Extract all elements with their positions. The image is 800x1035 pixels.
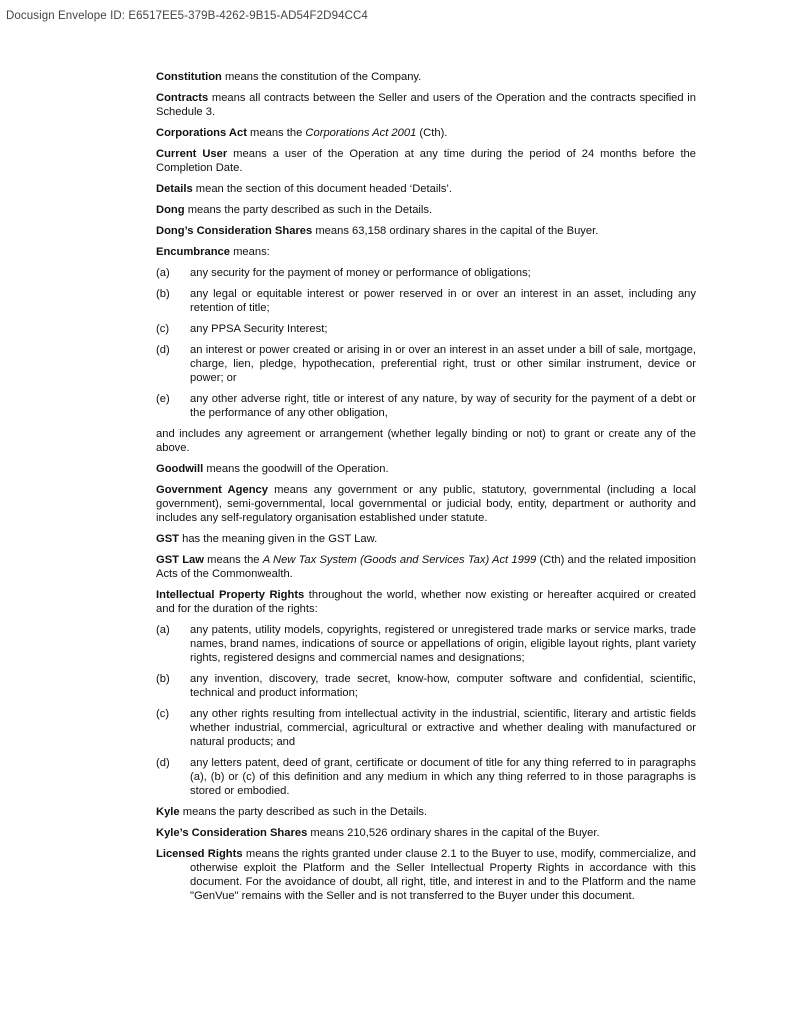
item-label: (a) <box>156 267 170 279</box>
definition-text: means the party described as such in the Details. <box>179 806 428 818</box>
term: GST Law <box>156 554 204 566</box>
item-text: any legal or equitable interest or power reserved in or over an interest in an asset, including any retention of title; <box>190 288 696 314</box>
item-label: (a) <box>156 624 170 636</box>
item-text: any letters patent, deed of grant, certificate or document of title for any thing referred to in paragraphs (a), (b) or (c) of this definition and any medium in which any thing referred to in those paragraphs is stored or embodied. <box>190 757 696 797</box>
list-item <box>156 392 696 420</box>
item-label: (d) <box>156 344 170 356</box>
term: Details <box>156 183 193 195</box>
definition-text: means: <box>230 246 270 258</box>
term: Current User <box>156 148 228 160</box>
definition-gst <box>156 532 696 546</box>
definition-goodwill <box>156 462 696 476</box>
term: Dong <box>156 204 185 216</box>
definition-text: means the constitution of the Company. <box>221 71 422 83</box>
item-label: (c) <box>156 708 170 720</box>
definition-text: means a user of the Operation at any time during the period of 24 months before the Completion Date. <box>156 148 696 174</box>
definition-text: means the rights granted under clause 2.1 to the Buyer to use, modify, commercialize, and otherwise exploit the Platform and the Seller Intellectual Property Rights in accordance with this document. For the avoidance of doubt, all right, title, and interest in and to the Platform and the name "GenVue" remains with the Seller and is not transferred to the Buyer under this document. <box>190 848 696 902</box>
definition-dong-consideration-shares <box>156 224 696 238</box>
definition-government-agency <box>156 483 696 525</box>
definition-text: means any government or any public, statutory, governmental (including a local government), semi-governmental, local governmental or judicial body, entity, department or authority and includes any self-regulatory organisation established under statute. <box>156 484 696 524</box>
definition-text: has the meaning given in the GST Law. <box>179 533 378 545</box>
list-item <box>156 287 696 315</box>
definition-text: means 210,526 ordinary shares in the capital of the Buyer. <box>307 827 600 839</box>
definition-text: means the <box>203 554 263 566</box>
list-item <box>156 343 696 385</box>
item-text: any patents, utility models, copyrights, registered or unregistered trade marks or service marks, trade names, brand names, indications of source or appellations of origin, eligible layout rights, plant variety rights, registered designs and commercial names and designations; <box>190 624 696 664</box>
item-text: any security for the payment of money or performance of obligations; <box>190 267 531 279</box>
term: Licensed Rights <box>156 848 243 860</box>
definition-text: means the <box>246 127 306 139</box>
item-text: any invention, discovery, trade secret, know-how, computer software and confidential, scientific, technical and product information; <box>190 673 696 699</box>
item-text: any other rights resulting from intellectual activity in the industrial, scientific, literary and artistic fields whether industrial, commercial, agricultural or extractive and whether dealing with manufactured or natural products; and <box>190 708 696 748</box>
term: Contracts <box>156 92 209 104</box>
item-label: (b) <box>156 673 170 685</box>
definition-current-user <box>156 147 696 175</box>
list-item <box>156 756 696 798</box>
definition-text: means all contracts between the Seller and users of the Operation and the contracts specified in Schedule 3. <box>156 92 696 118</box>
item-label: (e) <box>156 393 170 405</box>
term: Corporations Act <box>156 127 247 139</box>
act-title: Corporations Act 2001 <box>305 127 417 139</box>
list-item <box>156 707 696 749</box>
definition-gst-law <box>156 553 696 581</box>
list-item <box>156 672 696 700</box>
item-text: any other adverse right, title or interest of any nature, by way of security for the payment of a debt or the performance of any other obligation, <box>190 393 696 419</box>
definition-intellectual-property-rights <box>156 588 696 616</box>
term: Dong’s Consideration Shares <box>156 225 313 237</box>
item-label: (b) <box>156 288 170 300</box>
definition-contracts <box>156 91 696 119</box>
item-text: any PPSA Security Interest; <box>190 323 328 335</box>
definition-text: means the goodwill of the Operation. <box>203 463 389 475</box>
definition-text: means 63,158 ordinary shares in the capital of the Buyer. <box>312 225 599 237</box>
definitions-section <box>156 70 696 910</box>
item-label: (c) <box>156 323 170 335</box>
term: Intellectual Property Rights <box>156 589 305 601</box>
definition-details <box>156 182 696 196</box>
term: Encumbrance <box>156 246 230 258</box>
definition-kyle-consideration-shares <box>156 826 696 840</box>
term: Kyle <box>156 806 180 818</box>
definition-corporations-act <box>156 126 696 140</box>
item-text: an interest or power created or arising in or over an interest in an asset under a bill of sale, mortgage, charge, lien, pledge, hypothecation, preferential right, trust or other similar instrument, device or power; or <box>190 344 696 384</box>
act-title: A New Tax System (Goods and Services Tax) Act 1999 <box>262 554 537 566</box>
definition-text: (Cth) and the related imposition Acts of the Commonwealth. <box>156 554 696 580</box>
envelope-id: Docusign Envelope ID: E6517EE5-379B-4262-9B15-AD54F2D94CC4 <box>6 10 368 22</box>
encumbrance-closing: and includes any agreement or arrangement (whether legally binding or not) to grant or create any of the above. <box>156 428 696 454</box>
definition-text: mean the section of this document headed ‘Details’. <box>192 183 453 195</box>
definition-constitution <box>156 70 696 84</box>
term: Goodwill <box>156 463 204 475</box>
term: Kyle’s Consideration Shares <box>156 827 308 839</box>
term: Government Agency <box>156 484 268 496</box>
item-label: (d) <box>156 757 170 769</box>
list-item <box>156 322 696 336</box>
definition-dong <box>156 203 696 217</box>
list-item <box>156 623 696 665</box>
definition-licensed-rights <box>156 847 696 903</box>
term: GST <box>156 533 179 545</box>
definition-text: throughout the world, whether now existing or hereafter acquired or created and for the duration of the rights: <box>156 589 696 615</box>
definition-kyle <box>156 805 696 819</box>
term: Constitution <box>156 71 222 83</box>
definition-text: means the party described as such in the Details. <box>184 204 433 216</box>
list-item <box>156 266 696 280</box>
definition-encumbrance <box>156 245 696 259</box>
definition-text: (Cth). <box>416 127 448 139</box>
